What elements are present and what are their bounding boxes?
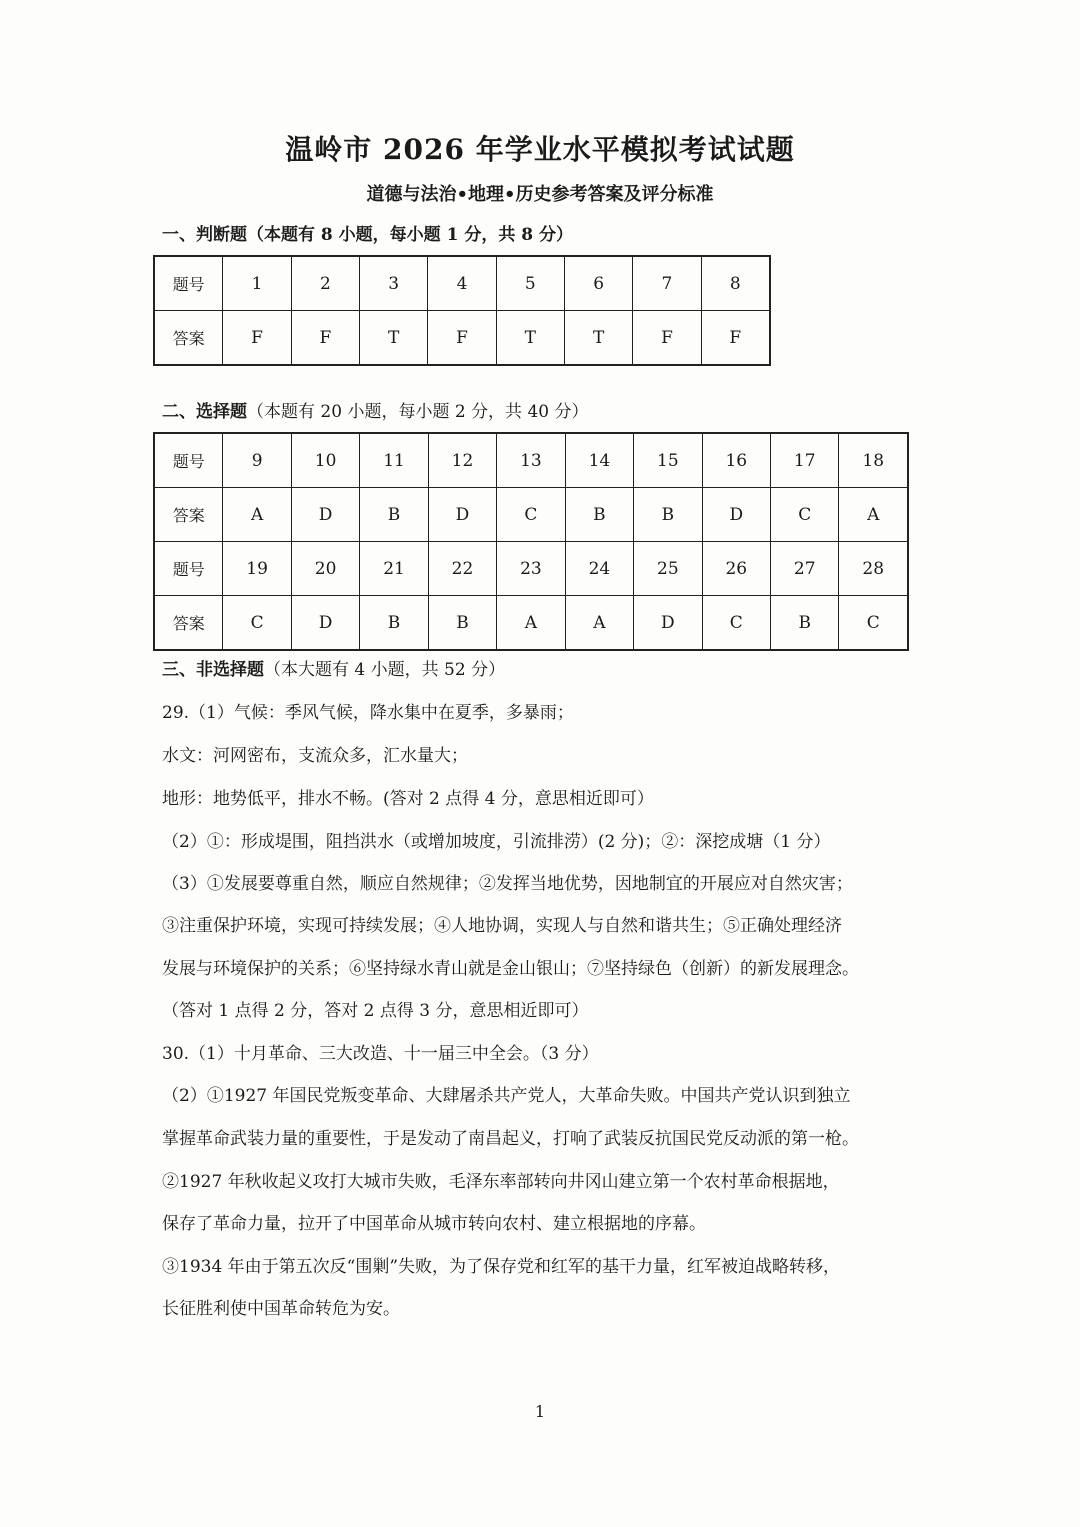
question-number: 8 — [701, 256, 770, 311]
answer-cell: F — [291, 311, 359, 366]
answer-cell: D — [634, 596, 702, 651]
section2-heading-rest: （本题有 20 小题，每小题 2 分，共 40 分） — [247, 402, 589, 422]
question-number: 10 — [291, 433, 359, 488]
answer-cell: A — [565, 596, 633, 651]
row-label: 答案 — [154, 488, 223, 542]
answer-cell: B — [634, 488, 702, 542]
question-number: 20 — [291, 542, 359, 596]
answer-cell: C — [702, 596, 770, 651]
answer-line: 发展与环境保护的关系；⑥坚持绿水青山就是金山银山；⑦坚持绿色（创新）的新发展理念。 — [162, 959, 859, 979]
question-number: 21 — [360, 542, 428, 596]
multiple-choice-answer-table — [153, 432, 909, 651]
table-row — [154, 488, 908, 542]
answer-line: 水文：河网密布，支流众多，汇水量大； — [162, 746, 468, 766]
answer-line: ③1934 年由于第五次反“围剿”失败，为了保存党和红军的基干力量，红军被迫战略转移， — [162, 1257, 841, 1277]
answer-line: 掌握革命武装力量的重要性，于是发动了南昌起义，打响了武装反抗国民党反动派的第一枪。 — [162, 1129, 859, 1149]
answer-cell: C — [839, 596, 908, 651]
section1-heading — [162, 220, 573, 245]
table-row — [154, 596, 908, 651]
table-row — [154, 256, 770, 311]
answer-line: （2）①1927 年国民党叛变革命、大肆屠杀共产党人，大革命失败。中国共产党认识到独立 — [162, 1086, 851, 1106]
answer-cell: C — [771, 488, 839, 542]
question-number: 4 — [428, 256, 496, 311]
row-label: 题号 — [154, 433, 223, 488]
page-number: 1 — [534, 1402, 546, 1421]
answer-cell: B — [360, 596, 428, 651]
answer-cell: T — [496, 311, 564, 366]
true-false-answer-table — [153, 255, 771, 366]
answer-cell: D — [428, 488, 496, 542]
table-row — [154, 311, 770, 366]
question-number: 15 — [634, 433, 702, 488]
question-number: 1 — [223, 256, 291, 311]
answer-cell: B — [360, 488, 428, 542]
question-number: 23 — [497, 542, 565, 596]
answer-cell: A — [497, 596, 565, 651]
answer-cell: T — [564, 311, 632, 366]
question-number: 18 — [839, 433, 908, 488]
answer-line: （3）①发展要尊重自然，顺应自然规律；②发挥当地优势，因地制宜的开展应对自然灾害； — [162, 874, 853, 894]
question-number: 26 — [702, 542, 770, 596]
answer-cell: A — [223, 488, 291, 542]
answer-cell: C — [497, 488, 565, 542]
answer-line: 长征胜利使中国革命转危为安。 — [162, 1299, 400, 1319]
answer-cell: B — [428, 596, 496, 651]
question-number: 19 — [223, 542, 291, 596]
question-number: 25 — [634, 542, 702, 596]
row-label: 答案 — [154, 596, 223, 651]
question-number: 16 — [702, 433, 770, 488]
table-row — [154, 433, 908, 488]
question-number: 17 — [771, 433, 839, 488]
row-label: 题号 — [154, 542, 223, 596]
section3-heading-rest: （本大题有 4 小题，共 52 分） — [264, 660, 506, 680]
answer-cell: D — [291, 596, 359, 651]
answer-cell: C — [223, 596, 291, 651]
answer-line: （2）①：形成堤围，阻挡洪水（或增加坡度，引流排涝）(2 分)；②：深挖成塘（1 分） — [162, 832, 831, 852]
page-subtitle: 道德与法治•地理•历史参考答案及评分标准 — [366, 184, 714, 205]
answer-line: 保存了革命力量，拉开了中国革命从城市转向农村、建立根据地的序幕。 — [162, 1214, 706, 1234]
answer-cell: T — [360, 311, 428, 366]
question-number: 22 — [428, 542, 496, 596]
answer-cell: F — [633, 311, 701, 366]
question-number: 14 — [565, 433, 633, 488]
question-number: 24 — [565, 542, 633, 596]
row-label: 题号 — [154, 256, 223, 311]
answer-line: 30.（1）十月革命、三大改造、十一届三中全会。（3 分） — [162, 1044, 599, 1064]
answer-cell: A — [839, 488, 908, 542]
answer-line: 29.（1）气候：季风气候，降水集中在夏季，多暴雨； — [162, 703, 574, 723]
answer-cell: B — [771, 596, 839, 651]
question-number: 7 — [633, 256, 701, 311]
answer-cell: F — [223, 311, 291, 366]
answer-cell: B — [565, 488, 633, 542]
question-number: 11 — [360, 433, 428, 488]
answer-line: ③注重保护环境，实现可持续发展；④人地协调，实现人与自然和谐共生；⑤正确处理经济 — [162, 916, 842, 936]
question-number: 5 — [496, 256, 564, 311]
section2-heading — [162, 397, 589, 422]
section2-heading-lead: 二、选择题 — [162, 402, 247, 422]
question-number: 3 — [360, 256, 428, 311]
answer-cell: F — [428, 311, 496, 366]
row-label: 答案 — [154, 311, 223, 366]
section3-heading — [162, 655, 505, 680]
question-number: 2 — [291, 256, 359, 311]
answer-line: （答对 1 点得 2 分，答对 2 点得 3 分，意思相近即可） — [162, 1001, 589, 1021]
section1-heading-text: 一、判断题（本题有 8 小题，每小题 1 分，共 8 分） — [162, 225, 573, 245]
question-number: 13 — [497, 433, 565, 488]
answer-cell: D — [291, 488, 359, 542]
question-number: 12 — [428, 433, 496, 488]
question-number: 28 — [839, 542, 908, 596]
question-number: 6 — [564, 256, 632, 311]
answer-line: ②1927 年秋收起义攻打大城市失败，毛泽东率部转向井冈山建立第一个农村革命根据地， — [162, 1172, 840, 1192]
question-number: 27 — [771, 542, 839, 596]
section3-heading-lead: 三、非选择题 — [162, 660, 264, 680]
page-title: 温岭市 2026 年学业水平模拟考试试题 — [285, 133, 795, 166]
question-number: 9 — [223, 433, 291, 488]
answer-cell: D — [702, 488, 770, 542]
answer-cell: F — [701, 311, 770, 366]
answer-line: 地形：地势低平，排水不畅。(答对 2 点得 4 分，意思相近即可） — [162, 789, 654, 809]
table-row — [154, 542, 908, 596]
